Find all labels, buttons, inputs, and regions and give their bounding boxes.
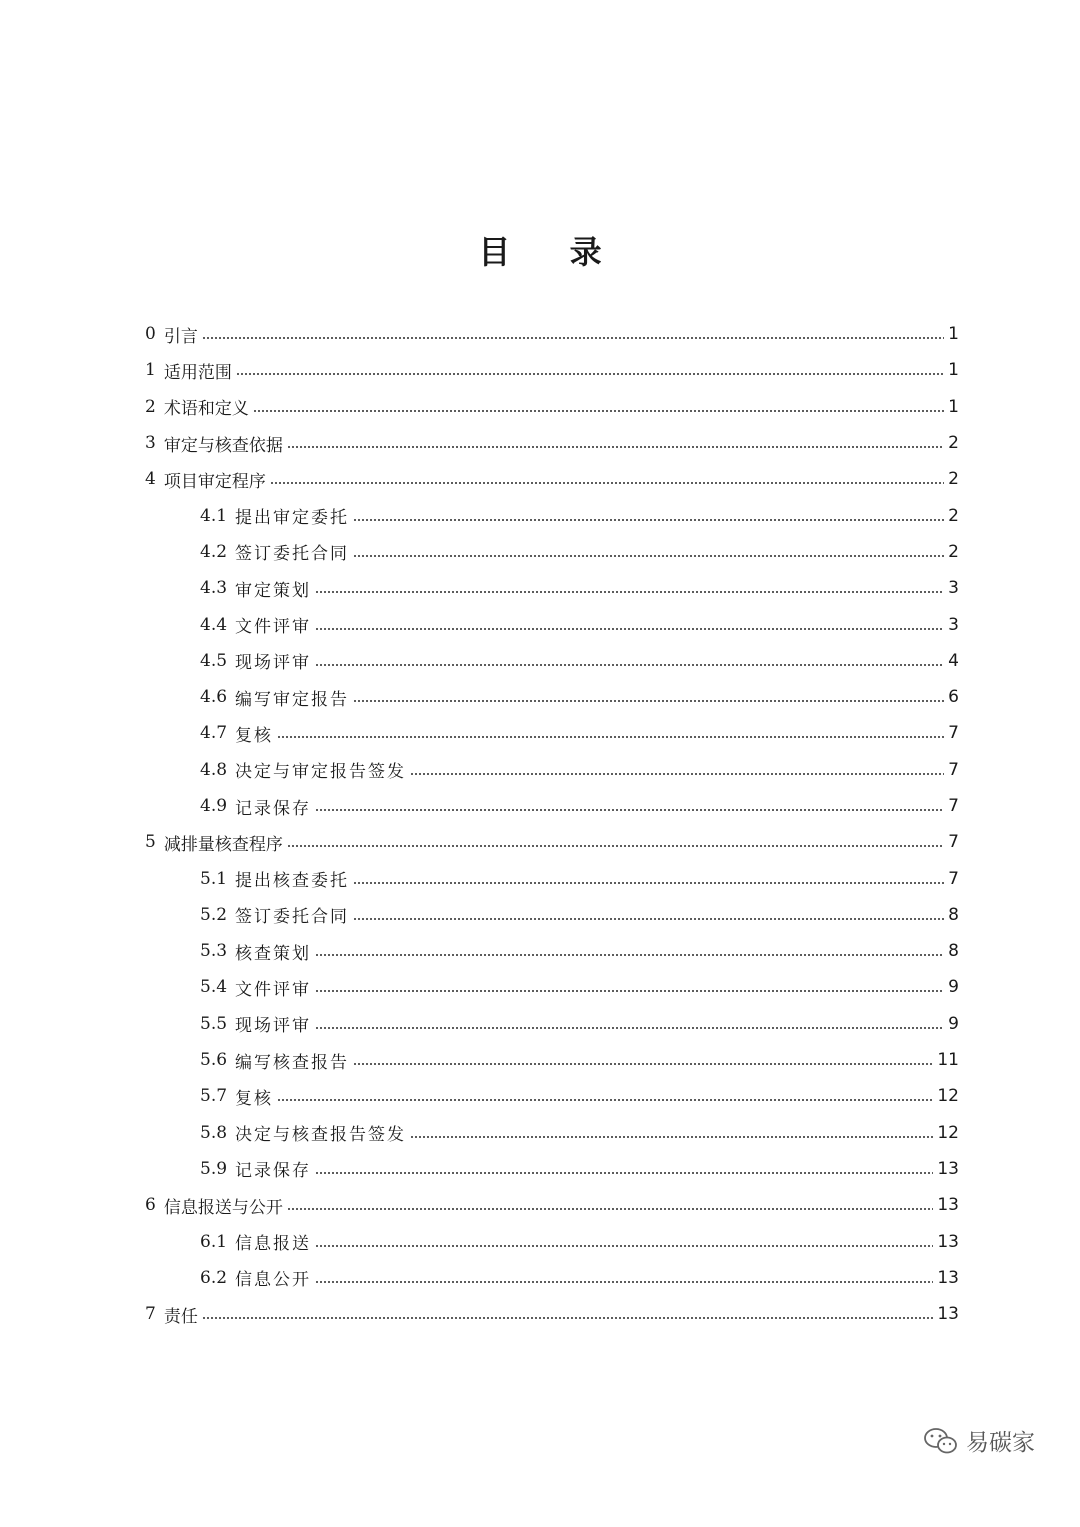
toc-entry-title: 文件评审 bbox=[235, 979, 312, 1000]
toc-entry-title: 责任 bbox=[163, 1306, 198, 1327]
toc-entry[interactable] bbox=[145, 1006, 959, 1042]
dot-leader bbox=[315, 664, 944, 666]
toc-entry[interactable] bbox=[145, 933, 959, 969]
toc-entry-page: 13 bbox=[937, 1195, 959, 1216]
toc-entry[interactable] bbox=[145, 897, 959, 933]
toc-entry-page: 9 bbox=[948, 1013, 959, 1034]
toc-entry[interactable] bbox=[145, 752, 959, 788]
toc-entry-title: 签订委托合同 bbox=[235, 907, 350, 928]
toc-entry-number: 5.9 bbox=[200, 1158, 228, 1179]
toc-entry-title: 决定与核查报告签发 bbox=[235, 1125, 407, 1146]
toc-entry-page: 1 bbox=[948, 360, 959, 381]
toc-entry-page: 2 bbox=[948, 505, 959, 526]
toc-entry-page: 7 bbox=[948, 832, 959, 853]
dot-leader bbox=[315, 1027, 944, 1029]
toc-entry-title: 减排量核查程序 bbox=[163, 834, 283, 855]
toc-entry-page: 8 bbox=[948, 904, 959, 925]
toc-entry[interactable] bbox=[145, 534, 959, 570]
toc-entry-page: 8 bbox=[948, 941, 959, 962]
toc-entry-number: 4.8 bbox=[200, 759, 228, 780]
toc-entry-title: 复核 bbox=[235, 725, 274, 746]
watermark bbox=[922, 1424, 1035, 1457]
dot-leader bbox=[410, 773, 944, 775]
toc-entry-page: 1 bbox=[948, 396, 959, 417]
toc-entry-page: 12 bbox=[937, 1086, 959, 1107]
page-title: 目 录 bbox=[478, 233, 626, 271]
dot-leader bbox=[315, 628, 944, 630]
dot-leader bbox=[202, 337, 944, 339]
toc-entry-title: 编写审定报告 bbox=[235, 689, 350, 710]
toc-entry-page: 2 bbox=[948, 433, 959, 454]
toc-entry[interactable] bbox=[145, 679, 959, 715]
toc-entry-title: 决定与审定报告签发 bbox=[235, 762, 407, 783]
dot-leader bbox=[202, 1317, 934, 1319]
toc-entry-number: 4.2 bbox=[200, 541, 228, 562]
toc-entry-number: 5.5 bbox=[200, 1013, 228, 1034]
toc-entry-title: 编写核查报告 bbox=[235, 1052, 350, 1073]
toc-entry-title: 信息公开 bbox=[235, 1270, 312, 1291]
toc-entry-title: 签订委托合同 bbox=[235, 544, 350, 565]
dot-leader bbox=[315, 990, 944, 992]
toc-entry-number: 2 bbox=[145, 396, 156, 417]
toc-entry-number: 5.1 bbox=[200, 868, 228, 889]
dot-leader bbox=[315, 1172, 933, 1174]
dot-leader bbox=[315, 809, 944, 811]
toc-entry[interactable] bbox=[145, 1042, 959, 1078]
toc-entry[interactable] bbox=[145, 497, 959, 533]
toc-entry[interactable] bbox=[145, 461, 959, 497]
dot-leader bbox=[353, 555, 944, 557]
toc-entry-number: 4.7 bbox=[200, 723, 228, 744]
dot-leader bbox=[287, 446, 944, 448]
toc-entry[interactable] bbox=[145, 389, 959, 425]
toc-entry-page: 6 bbox=[948, 687, 959, 708]
toc-entry-number: 4.5 bbox=[200, 650, 228, 671]
toc-entry[interactable] bbox=[145, 316, 959, 352]
toc-entry-number: 5 bbox=[145, 832, 156, 853]
toc-entry-number: 1 bbox=[145, 360, 156, 381]
dot-leader bbox=[410, 1136, 933, 1138]
dot-leader bbox=[236, 373, 944, 375]
toc-entry-number: 4.4 bbox=[200, 614, 228, 635]
toc-entry-number: 0 bbox=[145, 324, 156, 345]
toc-entry[interactable] bbox=[145, 1115, 959, 1151]
dot-leader bbox=[315, 954, 944, 956]
toc-entry-title: 审定与核查依据 bbox=[163, 435, 283, 456]
toc-entry-page: 13 bbox=[937, 1267, 959, 1288]
toc-entry-title: 现场评审 bbox=[235, 1016, 312, 1037]
toc-entry-title: 引言 bbox=[163, 326, 198, 347]
toc-entry-page: 4 bbox=[948, 650, 959, 671]
toc-entry[interactable] bbox=[145, 606, 959, 642]
toc-entry-title: 信息报送 bbox=[235, 1234, 312, 1255]
toc-entry-page: 13 bbox=[937, 1231, 959, 1252]
toc-entry-number: 5.8 bbox=[200, 1122, 228, 1143]
dot-leader bbox=[253, 410, 944, 412]
toc-entry-title: 项目审定程序 bbox=[163, 471, 266, 492]
toc-entry-page: 13 bbox=[937, 1158, 959, 1179]
dot-leader bbox=[277, 736, 944, 738]
dot-leader bbox=[353, 918, 944, 920]
toc-entry-number: 4 bbox=[145, 469, 156, 490]
toc-entry-title: 现场评审 bbox=[235, 653, 312, 674]
toc-entry[interactable] bbox=[145, 969, 959, 1005]
toc-entry-title: 适用范围 bbox=[163, 362, 232, 383]
toc-list bbox=[145, 316, 959, 1332]
dot-leader bbox=[277, 1099, 933, 1101]
toc-entry-number: 6 bbox=[145, 1195, 156, 1216]
toc-entry-page: 3 bbox=[948, 614, 959, 635]
toc-entry[interactable] bbox=[145, 1223, 959, 1259]
toc-entry-page: 12 bbox=[937, 1122, 959, 1143]
dot-leader bbox=[353, 700, 944, 702]
toc-entry-number: 5.2 bbox=[200, 904, 228, 925]
wechat-icon bbox=[922, 1426, 960, 1456]
toc-entry-page: 3 bbox=[948, 578, 959, 599]
toc-entry-number: 6.1 bbox=[200, 1231, 228, 1252]
dot-leader bbox=[287, 1208, 934, 1210]
dot-leader bbox=[315, 1245, 933, 1247]
toc-entry[interactable] bbox=[145, 1151, 959, 1187]
toc-entry-page: 7 bbox=[948, 796, 959, 816]
dot-leader bbox=[270, 482, 944, 484]
toc-entry-title: 审定策划 bbox=[235, 580, 312, 601]
toc-entry-page: 7 bbox=[948, 759, 959, 780]
toc-entry-number: 4.1 bbox=[200, 505, 228, 526]
toc-entry-page: 1 bbox=[948, 324, 959, 345]
toc-entry-title: 术语和定义 bbox=[163, 399, 249, 420]
toc-entry[interactable] bbox=[145, 570, 959, 606]
toc-entry-title: 记录保存 bbox=[235, 798, 312, 819]
toc-entry[interactable] bbox=[145, 425, 959, 461]
toc-entry-number: 5.6 bbox=[200, 1050, 228, 1071]
toc-entry-page: 11 bbox=[937, 1050, 959, 1071]
toc-entry[interactable] bbox=[145, 1260, 959, 1296]
dot-leader bbox=[287, 845, 944, 847]
toc-entry[interactable] bbox=[145, 352, 959, 388]
toc-entry[interactable] bbox=[145, 788, 959, 824]
toc-entry-number: 4.3 bbox=[200, 578, 228, 599]
toc-entry[interactable] bbox=[145, 860, 959, 896]
toc-entry-title: 提出审定委托 bbox=[235, 508, 350, 529]
toc-entry-page: 2 bbox=[948, 541, 959, 562]
dot-leader bbox=[315, 591, 944, 593]
toc-entry-number: 6.2 bbox=[200, 1267, 228, 1288]
toc-entry-number: 4.9 bbox=[200, 796, 228, 816]
toc-entry[interactable] bbox=[145, 824, 959, 860]
toc-entry-page: 2 bbox=[948, 469, 959, 490]
toc-entry-title: 提出核查委托 bbox=[235, 871, 350, 892]
dot-leader bbox=[315, 1281, 933, 1283]
toc-entry[interactable] bbox=[145, 1187, 959, 1223]
toc-entry-number: 5.3 bbox=[200, 941, 228, 962]
toc-entry-title: 复核 bbox=[235, 1088, 274, 1109]
toc-entry[interactable] bbox=[145, 1296, 959, 1332]
toc-entry-number: 7 bbox=[145, 1304, 156, 1325]
toc-entry[interactable] bbox=[145, 643, 959, 679]
toc-entry-page: 7 bbox=[948, 868, 959, 889]
toc-entry-page: 7 bbox=[948, 723, 959, 744]
toc-entry-title: 记录保存 bbox=[235, 1161, 312, 1182]
toc-entry-number: 4.6 bbox=[200, 687, 228, 708]
toc-entry-title: 信息报送与公开 bbox=[163, 1197, 283, 1218]
toc-entry-page: 9 bbox=[948, 977, 959, 998]
toc-entry-number: 5.4 bbox=[200, 977, 228, 998]
toc-entry[interactable] bbox=[145, 1078, 959, 1114]
dot-leader bbox=[353, 519, 944, 521]
toc-entry-number: 3 bbox=[145, 433, 156, 454]
dot-leader bbox=[353, 1063, 933, 1065]
toc-entry-number: 5.7 bbox=[200, 1086, 228, 1107]
dot-leader bbox=[353, 882, 944, 884]
toc-entry[interactable] bbox=[145, 715, 959, 751]
watermark-text: 易碳家 bbox=[966, 1430, 1035, 1456]
toc-entry-title: 核查策划 bbox=[235, 943, 312, 964]
toc-entry-page: 13 bbox=[937, 1304, 959, 1325]
toc-entry-title: 文件评审 bbox=[235, 617, 312, 638]
